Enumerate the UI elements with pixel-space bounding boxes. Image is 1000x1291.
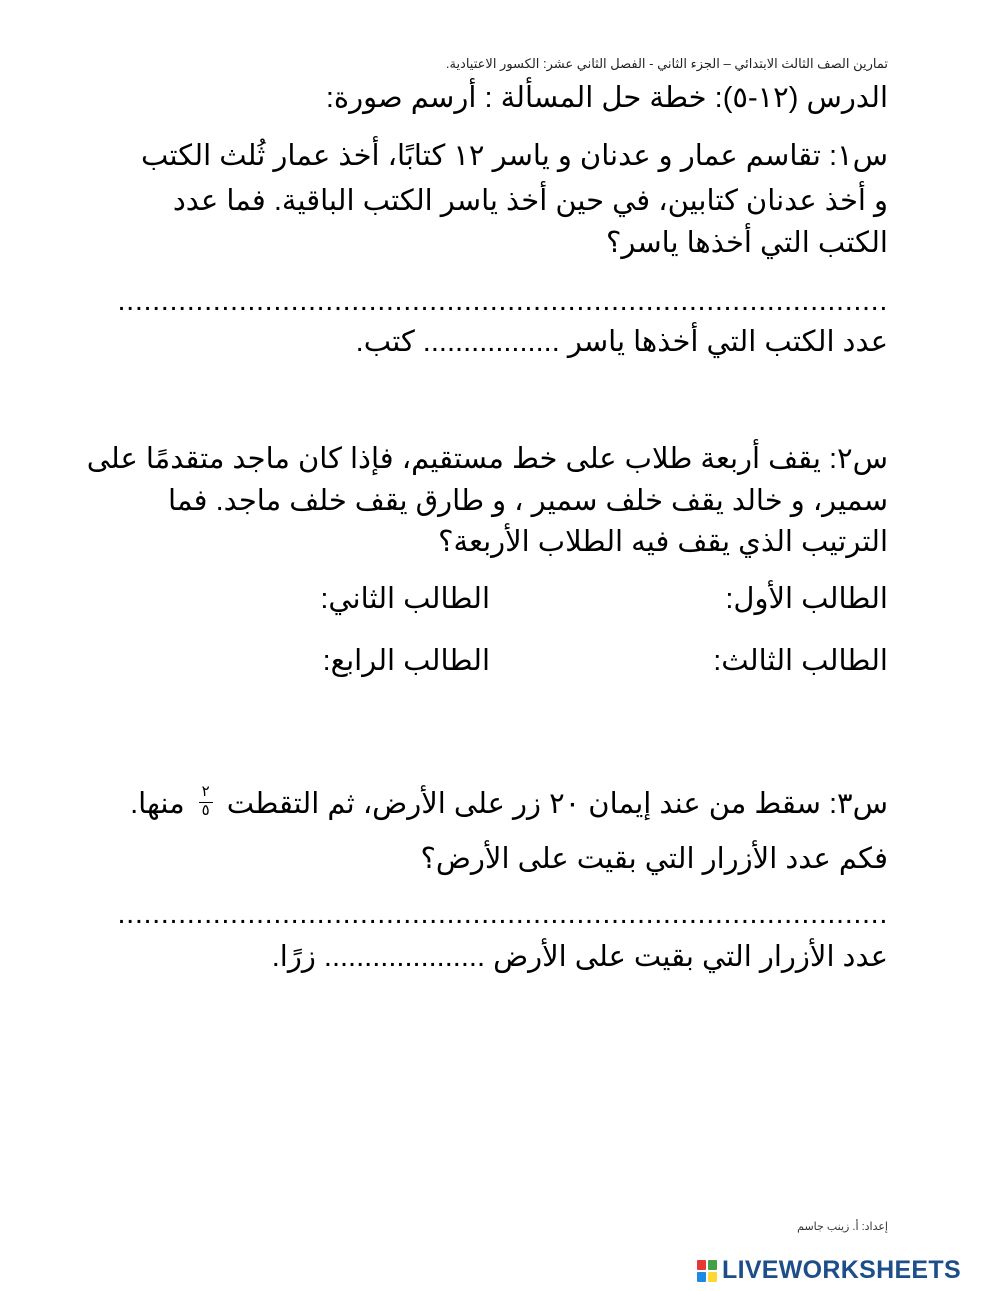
q1-line-2: و أخذ عدنان كتابين، في حين أخذ ياسر الكتب الباقية. فما عدد — [172, 185, 888, 217]
student-second-label: الطالب الثاني: — [320, 583, 490, 615]
lesson-title: الدرس (١٢-٥): خطة حل المسألة : أرسم صورة: — [325, 82, 888, 114]
student-fourth-label: الطالب الرابع: — [322, 645, 490, 677]
logo-text: LIVEWORKSHEETS — [722, 1256, 961, 1284]
student-third-label: الطالب الثالث: — [713, 645, 888, 677]
q1-line-1: س١: تقاسم عمار و عدنان و ياسر ١٢ كتابًا، أخذ عمار ثُلث الكتب — [141, 140, 888, 172]
q3-line-2: فكم عدد الأزرار التي بقيت على الأرض؟ — [420, 843, 888, 875]
q2-line-1: س٢: يقف أربعة طلاب على خط مستقيم، فإذا كان ماجد متقدمًا على — [86, 443, 888, 475]
logo-square-yellow — [708, 1272, 717, 1282]
fraction-two-fifths — [199, 784, 213, 819]
worksheet-subtitle: تمارين الصف الثالث الابتدائي – الجزء الثاني - الفصل الثاني عشر: الكسور الاعتيادية. — [445, 56, 888, 71]
q3-line-1 — [130, 783, 888, 823]
fraction-numerator: ٢ — [201, 783, 210, 800]
q3-answer-dots[interactable]: ......................................................................................... — [117, 898, 888, 930]
q3-line-1-end: منها. — [130, 787, 185, 820]
q2-line-2: سمير، و خالد يقف خلف سمير ، و طارق يقف خلف ماجد. فما — [168, 485, 888, 517]
fraction-denominator: ٥ — [201, 801, 210, 819]
q1-line-3: الكتب التي أخذها ياسر؟ — [605, 227, 888, 259]
q1-answer-line[interactable]: عدد الكتب التي أخذها ياسر ................. كتب. — [355, 326, 888, 358]
logo-icon — [697, 1260, 717, 1282]
author-credit: إعداد: أ. زينب جاسم — [797, 1221, 888, 1233]
q3-answer-line[interactable]: عدد الأزرار التي بقيت على الأرض .................... زرًا. — [271, 941, 888, 973]
q2-line-3: الترتيب الذي يقف فيه الطلاب الأربعة؟ — [438, 526, 888, 558]
q1-answer-dots[interactable]: ......................................................................................... — [117, 285, 888, 317]
q3-line-1-start: س٣: سقط من عند إيمان ٢٠ زر على الأرض، ثم التقطت — [226, 787, 888, 820]
student-first-label: الطالب الأول: — [725, 583, 888, 615]
logo-square-green — [708, 1260, 717, 1270]
logo-square-red — [697, 1260, 706, 1270]
liveworksheets-logo[interactable] — [697, 1258, 961, 1283]
logo-square-blue — [697, 1272, 706, 1282]
